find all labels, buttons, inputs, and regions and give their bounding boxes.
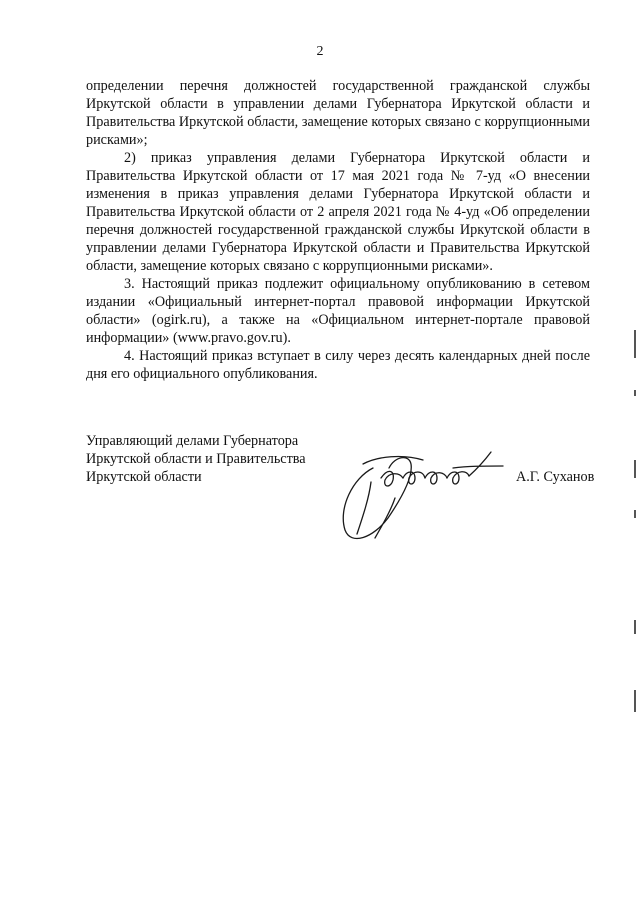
paragraph-item-4: 4. Настоящий приказ вступает в силу через десять календарных дней после дня его официального опубликования.	[86, 348, 590, 382]
signatory-title	[86, 432, 346, 486]
signatory-title-line: Иркутской области	[86, 469, 202, 485]
paragraph-item-2: 2) приказ управления делами Губернатора Иркутской области и Правительства Иркутской области от 17 мая 2021 года № 7-уд «О внесении изменения в приказ управления делами Губернатора Иркутской области и Правительства Иркутской области от 2 апреля 2021 года № 4-уд «Об определении перечня должностей государственной гражданской службы Иркутской области в управлении делами Губернатора Иркутской области и Правительства Иркутской области, замещение которых связано с коррупционными рисками».	[86, 150, 590, 274]
page-number: 2	[316, 44, 324, 59]
signatory-title-line: Иркутской области и Правительства	[86, 451, 306, 467]
signatory-title-line: Управляющий делами Губернатора	[86, 433, 299, 449]
document-body	[86, 77, 590, 383]
paragraph-item-3: 3. Настоящий приказ подлежит официальному опубликованию в сетевом издании «Официальный интернет-портал правовой информации Иркутской области» (ogirk.ru), а также на «Официальном интернет-портале правовой информации» (www.pravo.gov.ru).	[86, 276, 590, 346]
paragraph-continuation: определении перечня должностей государственной гражданской службы Иркутской области в управлении делами Губернатора Иркутской области и Правительства Иркутской области, замещение которых связано с коррупционными рисками»;	[86, 78, 590, 148]
handwritten-signature	[333, 438, 508, 548]
scan-edge-marks	[632, 330, 638, 750]
signatory-name: А.Г. Суханов	[516, 469, 595, 485]
